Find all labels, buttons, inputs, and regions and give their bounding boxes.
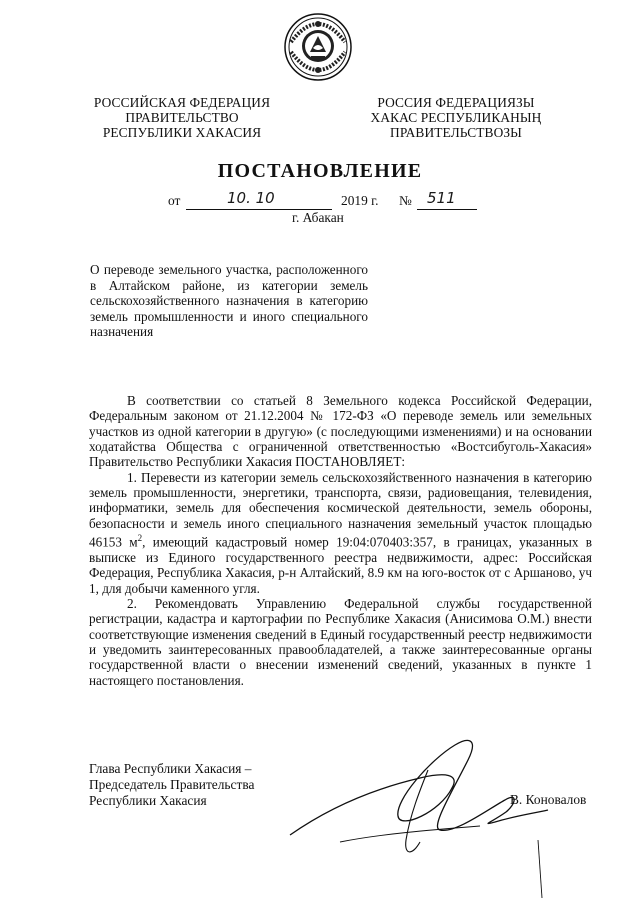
area-unit-superscript: 2 — [137, 533, 143, 544]
city-label: г. Абакан — [292, 210, 344, 225]
document-title: ПОСТАНОВЛЕНИЕ — [217, 160, 423, 182]
subject-heading: О переводе земельного участка, расположенного в Алтайском районе, из категории земель сельскохозяйственного назначения в категорию земель промышленности и иного специального назначения — [90, 262, 368, 340]
signatory-name: В. Коновалов — [510, 792, 587, 807]
header-right-line-3: ПРАВИТЕЛЬСТВОЗЫ — [390, 125, 522, 140]
header-left-line-1: РОССИЙСКАЯ ФЕДЕРАЦИЯ — [93, 95, 271, 110]
item-2-paragraph: 2. Рекомендовать Управлению Федеральной службы государственной регистрации, кадастра и картографии по Республике Хакасия (Анисимова О.М.) внести соответствующие изменения сведений в Единый государственный реестр недвижимости и уведомить заинтересованных правообладателей, а также заинтересованные органы государственной власти о внесении изменений сведений, указанных в пункте 1 настоящего постановления. — [89, 595, 592, 688]
year-label: 2019 г. — [341, 193, 379, 208]
item-1-text-continued: , имеющий кадастровый номер 19:04:070403:357, в границах, указанных в выписке из Единого государственного реестра недвижимости, адрес: Российская Федерация, Республика Хакасия, р-н Алтайский, 8.9 км на юго-восток от с Аршаново, уч 1, для добычи каменного угля. — [89, 534, 592, 596]
date-from-label: от — [168, 193, 181, 208]
handwritten-signature — [280, 730, 560, 900]
decree-body — [89, 393, 592, 688]
coat-of-arms-icon — [283, 12, 353, 82]
preamble-paragraph: В соответствии со статьей 8 Земельного кодекса Российской Федерации, Федеральным законом от 21.12.2004 № 172-ФЗ «О переводе земель или земельных участков из одной категории в другую» (с последующими изменениями) и на основании ходатайства Общества с ограниченной ответственностью «Востсибуголь-Хакасия» Правительство Республики Хакасия ПОСТАНОВЛЯЕТ: — [89, 393, 592, 470]
signatory-position-line-2: Председатель Правительства — [89, 777, 255, 792]
item-1-text: 1. Перевести из категории земель сельскохозяйственного назначения в категорию земель промышленности, энергетики, транспорта, связи, радиовещания, телевидения, информатики, земель для обеспечения космической деятельности, земель обороны, безопасности и земель иного специального назначения земельный участок площадью 46153 м — [89, 469, 592, 550]
number-underline — [417, 209, 477, 210]
number-handwritten: 511 — [427, 189, 456, 207]
header-left-line-3: РЕСПУБЛИКИ ХАКАСИЯ — [102, 125, 262, 140]
header-right-line-1: РОССИЯ ФЕДЕРАЦИЯЗЫ — [377, 95, 535, 110]
signatory-position-line-1: Глава Республики Хакасия – — [89, 761, 252, 776]
number-label: № — [399, 193, 412, 208]
header-left — [82, 95, 282, 140]
date-handwritten: 10. 10 — [227, 189, 275, 207]
signatory-position-line-3: Республики Хакасия — [89, 793, 207, 808]
header-right-line-2: ХАКАС РЕСПУБЛИКАНЫҢ — [370, 110, 542, 125]
signatory-position — [89, 761, 254, 809]
header-right — [356, 95, 556, 140]
header-left-line-2: ПРАВИТЕЛЬСТВО — [125, 110, 239, 125]
item-1-paragraph — [89, 470, 592, 596]
